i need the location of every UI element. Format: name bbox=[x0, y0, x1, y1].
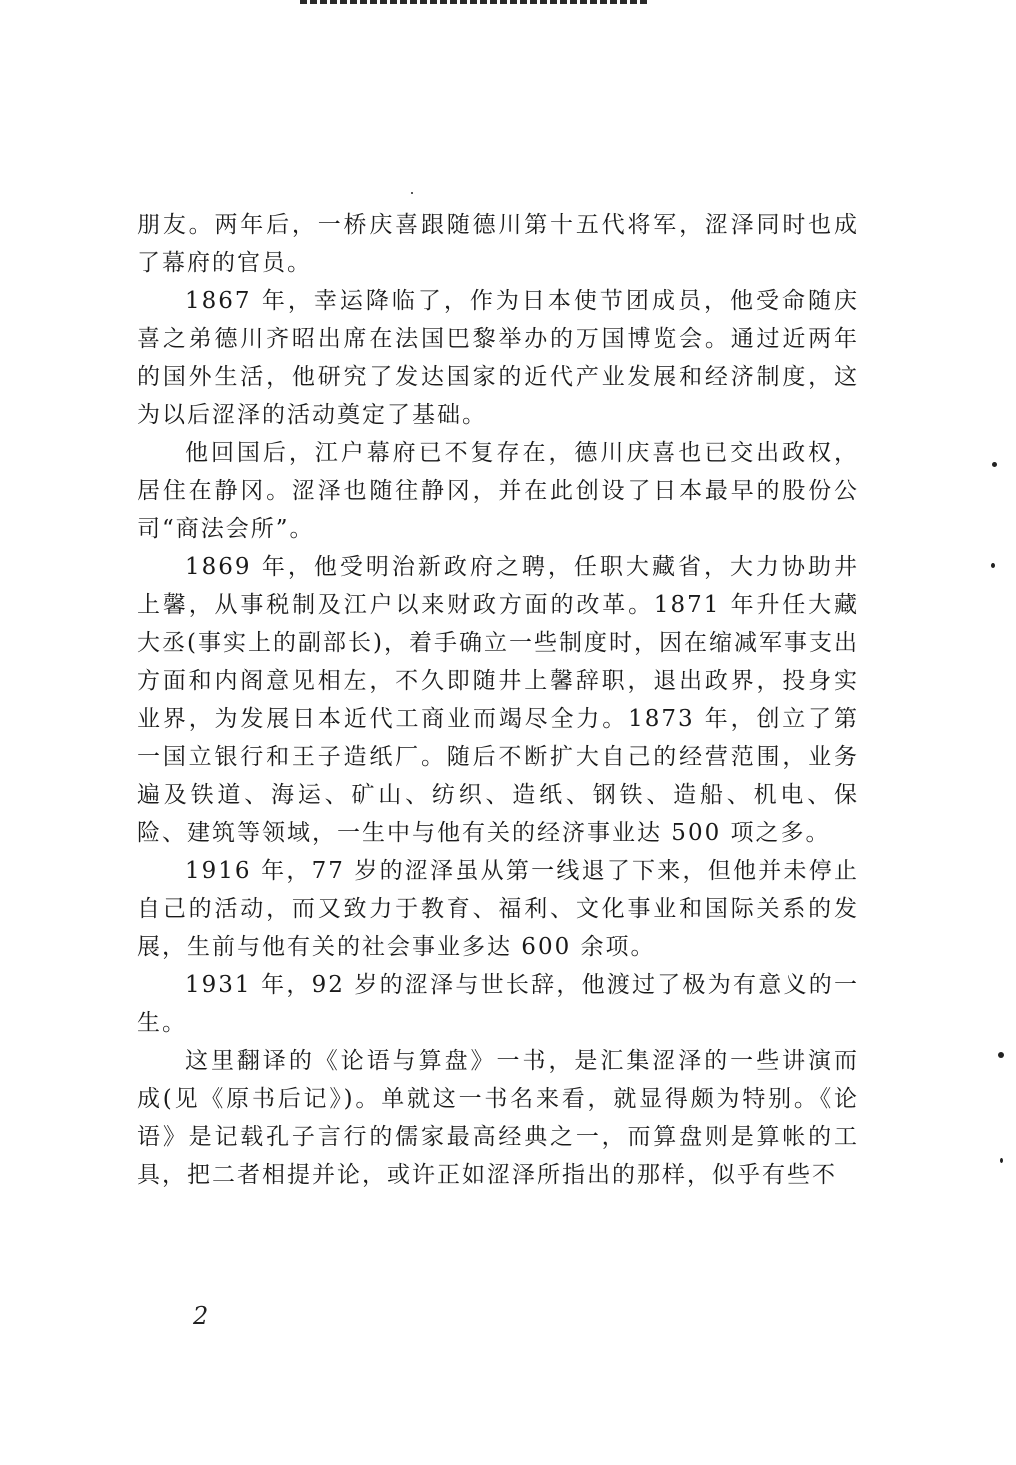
paragraph: 1869 年，他受明治新政府之聘，任职大藏省，大力协助井上馨，从事税制及江户以来财政方面的改革。1871 年升任大藏大丞(事实上的副部长)，着手确立一些制度时，因在缩减军事支出方面和内阁意见相左，不久即随井上馨辞职，退出政界，投身实业界，为发展日本近代工商业而竭尽全力。1873 年，创立了第一国立银行和王子造纸厂。随后不断扩大自己的经营范围，业务遍及铁道、海运、矿山、纺织、造纸、钢铁、造船、机电、保险、建筑等领域，一生中与他有关的经济事业达 500 项之多。 bbox=[137, 554, 859, 846]
paragraph: 朋友。两年后，一桥庆喜跟随德川第十五代将军，涩泽同时也成了幕府的官员。 bbox=[137, 212, 859, 276]
scan-top-bleed bbox=[300, 0, 650, 4]
page-body bbox=[137, 206, 859, 1194]
scan-speck bbox=[991, 563, 995, 568]
scan-speck bbox=[411, 192, 413, 194]
scan-speck bbox=[998, 1052, 1004, 1058]
paragraph: 1867 年，幸运降临了，作为日本使节团成员，他受命随庆喜之弟德川齐昭出席在法国巴黎举办的万国博览会。通过近两年的国外生活，他研究了发达国家的近代产业发展和经济制度，这为以后涩泽的活动奠定了基础。 bbox=[137, 288, 859, 428]
paragraph: 1931 年，92 岁的涩泽与世长辞，他渡过了极为有意义的一生。 bbox=[137, 972, 859, 1036]
page-number: 2 bbox=[193, 1302, 209, 1330]
scan-speck bbox=[1000, 1158, 1003, 1163]
paragraph: 1916 年，77 岁的涩泽虽从第一线退了下来，但他并未停止自己的活动，而又致力于教育、福利、文化事业和国际关系的发展，生前与他有关的社会事业多达 600 余项。 bbox=[137, 858, 859, 960]
paragraph: 他回国后，江户幕府已不复存在，德川庆喜也已交出政权，居住在静冈。涩泽也随往静冈，并在此创设了日本最早的股份公司“商法会所”。 bbox=[137, 440, 859, 542]
scan-speck bbox=[992, 462, 997, 467]
paragraph: 这里翻译的《论语与算盘》一书，是汇集涩泽的一些讲演而成(见《原书后记》)。单就这一书名来看，就显得颇为特别。《论语》是记载孔子言行的儒家最高经典之一，而算盘则是算帐的工具，把二者相提并论，或许正如涩泽所指出的那样，似乎有些不 bbox=[137, 1048, 859, 1188]
